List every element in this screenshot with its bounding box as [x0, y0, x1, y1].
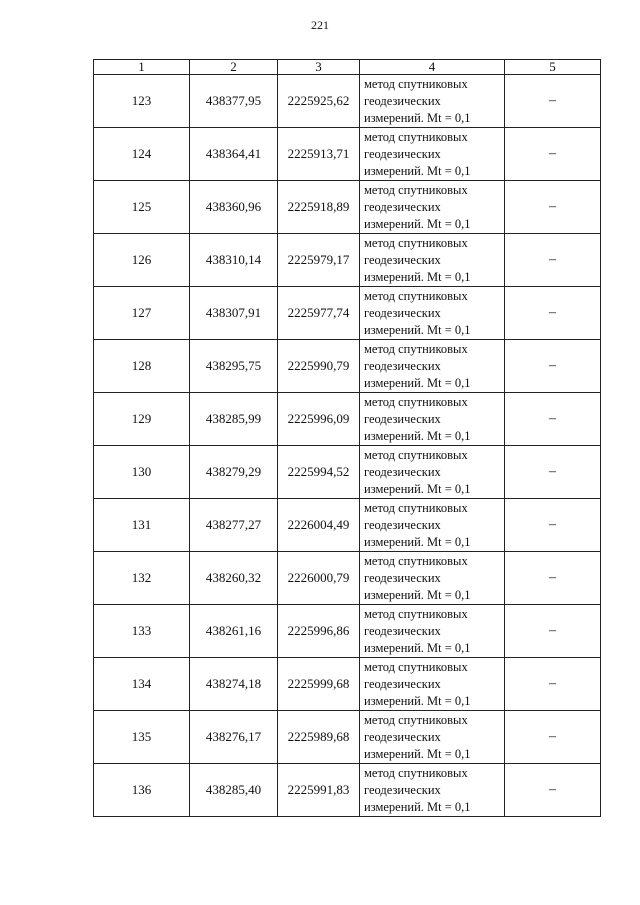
y-coordinate-cell: 2226004,49 [278, 499, 360, 552]
method-line: геодезических [364, 199, 441, 214]
point-number-cell: 124 [94, 128, 190, 181]
table-row [94, 128, 601, 181]
method-line: метод спутниковых [364, 235, 468, 250]
method-cell [360, 75, 505, 128]
y-coordinate-cell: 2225913,71 [278, 128, 360, 181]
method-cell [360, 340, 505, 393]
method-line: геодезических [364, 93, 441, 108]
table-row [94, 764, 601, 817]
column-header-4: 4 [360, 60, 505, 75]
header-row [94, 60, 601, 75]
point-number-cell: 131 [94, 499, 190, 552]
method-line: метод спутниковых [364, 288, 468, 303]
point-number-cell: 132 [94, 552, 190, 605]
method-line: геодезических [364, 358, 441, 373]
method-line: метод спутниковых [364, 606, 468, 621]
method-line: геодезических [364, 146, 441, 161]
method-cell [360, 764, 505, 817]
y-coordinate-cell: 2225989,68 [278, 711, 360, 764]
method-line: измерений. Mt = 0,1 [364, 163, 471, 178]
column-header-3: 3 [278, 60, 360, 75]
note-cell: – [505, 552, 601, 605]
method-line: геодезических [364, 517, 441, 532]
note-cell: – [505, 658, 601, 711]
x-coordinate-cell: 438276,17 [190, 711, 278, 764]
point-number-cell: 130 [94, 446, 190, 499]
column-header-1: 1 [94, 60, 190, 75]
column-header-2: 2 [190, 60, 278, 75]
y-coordinate-cell: 2225925,62 [278, 75, 360, 128]
method-cell [360, 446, 505, 499]
column-header-5: 5 [505, 60, 601, 75]
method-line: метод спутниковых [364, 341, 468, 356]
table-row [94, 287, 601, 340]
method-line: метод спутниковых [364, 76, 468, 91]
x-coordinate-cell: 438285,99 [190, 393, 278, 446]
table-row [94, 234, 601, 287]
y-coordinate-cell: 2225996,86 [278, 605, 360, 658]
table-row [94, 393, 601, 446]
x-coordinate-cell: 438307,91 [190, 287, 278, 340]
method-cell [360, 552, 505, 605]
method-line: геодезических [364, 729, 441, 744]
method-line: измерений. Mt = 0,1 [364, 216, 471, 231]
note-cell: – [505, 393, 601, 446]
table-row [94, 75, 601, 128]
x-coordinate-cell: 438295,75 [190, 340, 278, 393]
method-line: геодезических [364, 464, 441, 479]
method-line: измерений. Mt = 0,1 [364, 799, 471, 814]
point-number-cell: 126 [94, 234, 190, 287]
method-line: геодезических [364, 782, 441, 797]
method-line: метод спутниковых [364, 765, 468, 780]
x-coordinate-cell: 438360,96 [190, 181, 278, 234]
method-line: измерений. Mt = 0,1 [364, 322, 471, 337]
x-coordinate-cell: 438274,18 [190, 658, 278, 711]
method-line: метод спутниковых [364, 553, 468, 568]
method-line: геодезических [364, 570, 441, 585]
point-number-cell: 129 [94, 393, 190, 446]
note-cell: – [505, 181, 601, 234]
method-line: геодезических [364, 305, 441, 320]
method-line: измерений. Mt = 0,1 [364, 534, 471, 549]
method-line: измерений. Mt = 0,1 [364, 746, 471, 761]
method-line: метод спутниковых [364, 447, 468, 462]
note-cell: – [505, 446, 601, 499]
table-row [94, 552, 601, 605]
table-row [94, 181, 601, 234]
table-row [94, 658, 601, 711]
method-line: измерений. Mt = 0,1 [364, 110, 471, 125]
note-cell: – [505, 287, 601, 340]
y-coordinate-cell: 2225979,17 [278, 234, 360, 287]
method-cell [360, 128, 505, 181]
point-number-cell: 125 [94, 181, 190, 234]
point-number-cell: 135 [94, 711, 190, 764]
point-number-cell: 136 [94, 764, 190, 817]
table-row [94, 605, 601, 658]
table-body [94, 75, 601, 817]
note-cell: – [505, 128, 601, 181]
table-row [94, 446, 601, 499]
x-coordinate-cell: 438310,14 [190, 234, 278, 287]
method-cell [360, 711, 505, 764]
method-line: метод спутниковых [364, 129, 468, 144]
point-number-cell: 134 [94, 658, 190, 711]
y-coordinate-cell: 2225990,79 [278, 340, 360, 393]
method-line: геодезических [364, 252, 441, 267]
x-coordinate-cell: 438364,41 [190, 128, 278, 181]
table-row [94, 711, 601, 764]
method-line: метод спутниковых [364, 712, 468, 727]
y-coordinate-cell: 2225918,89 [278, 181, 360, 234]
x-coordinate-cell: 438260,32 [190, 552, 278, 605]
method-line: метод спутниковых [364, 500, 468, 515]
method-line: геодезических [364, 623, 441, 638]
method-line: метод спутниковых [364, 659, 468, 674]
method-cell [360, 234, 505, 287]
method-line: геодезических [364, 676, 441, 691]
method-line: метод спутниковых [364, 182, 468, 197]
point-number-cell: 127 [94, 287, 190, 340]
note-cell: – [505, 711, 601, 764]
method-line: геодезических [364, 411, 441, 426]
note-cell: – [505, 605, 601, 658]
y-coordinate-cell: 2226000,79 [278, 552, 360, 605]
note-cell: – [505, 499, 601, 552]
method-cell [360, 181, 505, 234]
method-line: измерений. Mt = 0,1 [364, 428, 471, 443]
coordinates-table [93, 59, 601, 817]
table-row [94, 340, 601, 393]
method-line: измерений. Mt = 0,1 [364, 693, 471, 708]
point-number-cell: 128 [94, 340, 190, 393]
x-coordinate-cell: 438279,29 [190, 446, 278, 499]
note-cell: – [505, 764, 601, 817]
note-cell: – [505, 234, 601, 287]
x-coordinate-cell: 438285,40 [190, 764, 278, 817]
y-coordinate-cell: 2225991,83 [278, 764, 360, 817]
x-coordinate-cell: 438377,95 [190, 75, 278, 128]
x-coordinate-cell: 438277,27 [190, 499, 278, 552]
y-coordinate-cell: 2225994,52 [278, 446, 360, 499]
method-cell [360, 499, 505, 552]
note-cell: – [505, 340, 601, 393]
point-number-cell: 123 [94, 75, 190, 128]
table-row [94, 499, 601, 552]
method-line: измерений. Mt = 0,1 [364, 269, 471, 284]
y-coordinate-cell: 2225999,68 [278, 658, 360, 711]
page-number: 221 [311, 18, 329, 32]
method-line: метод спутниковых [364, 394, 468, 409]
method-cell [360, 393, 505, 446]
method-line: измерений. Mt = 0,1 [364, 640, 471, 655]
method-line: измерений. Mt = 0,1 [364, 481, 471, 496]
method-cell [360, 658, 505, 711]
note-cell: – [505, 75, 601, 128]
y-coordinate-cell: 2225996,09 [278, 393, 360, 446]
point-number-cell: 133 [94, 605, 190, 658]
method-line: измерений. Mt = 0,1 [364, 587, 471, 602]
method-line: измерений. Mt = 0,1 [364, 375, 471, 390]
method-cell [360, 287, 505, 340]
y-coordinate-cell: 2225977,74 [278, 287, 360, 340]
method-cell [360, 605, 505, 658]
x-coordinate-cell: 438261,16 [190, 605, 278, 658]
